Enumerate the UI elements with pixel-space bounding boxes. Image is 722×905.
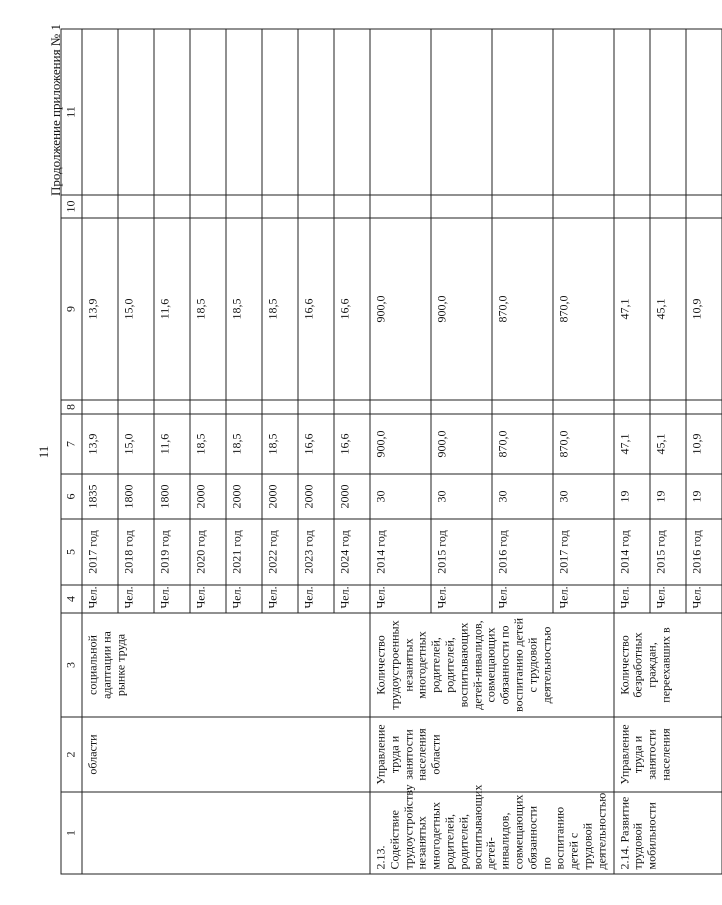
cell-col-8 — [154, 400, 190, 414]
cell-col-10 — [686, 195, 722, 218]
cell-col-5: 2019 год — [154, 519, 190, 585]
cell-col-10 — [298, 195, 334, 218]
cell-col-10 — [553, 195, 614, 218]
cell-col-8 — [118, 400, 154, 414]
cell-col-5: 2016 год — [492, 519, 553, 585]
cell-col-8 — [334, 400, 370, 414]
cell-col-4: Чел. — [650, 585, 686, 613]
cell-col-5: 2023 год — [298, 519, 334, 585]
header-row — [61, 29, 82, 874]
table-row — [82, 29, 118, 874]
page-number: 11 — [36, 445, 51, 459]
cell-col-4: Чел. — [226, 585, 262, 613]
cell-col-10 — [492, 195, 553, 218]
appendix-table — [61, 29, 722, 875]
cell-col-8 — [226, 400, 262, 414]
cell-col-9: 45,1 — [650, 218, 686, 400]
cell-col-7: 11,6 — [154, 414, 190, 474]
cell-col-10 — [650, 195, 686, 218]
cell-col-11 — [190, 29, 226, 195]
cell-col-11 — [226, 29, 262, 195]
cell-col-5: 2016 год — [686, 519, 722, 585]
cell-col-5: 2015 год — [650, 519, 686, 585]
cell-col-6: 2000 — [298, 474, 334, 519]
cell-col-4: Чел. — [492, 585, 553, 613]
cell-col-7: 16,6 — [334, 414, 370, 474]
cell-col-11 — [492, 29, 553, 195]
cell-col-7: 870,0 — [553, 414, 614, 474]
cell-col-6: 2000 — [226, 474, 262, 519]
cell-col-9: 47,1 — [614, 218, 650, 400]
cell-col-5: 2017 год — [82, 519, 118, 585]
cell-col-10 — [431, 195, 492, 218]
cell-col-4: Чел. — [614, 585, 650, 613]
cell-col-10 — [154, 195, 190, 218]
column-header-11: 11 — [61, 29, 82, 195]
block2-col3: Количество трудоустроенных незанятых многодетных родителей, родителей, воспитывающих детей-инвалидов, совмещающих обязанности по воспитанию детей с трудовой деятельностью — [370, 613, 614, 717]
cell-col-11 — [686, 29, 722, 195]
cell-col-4: Чел. — [334, 585, 370, 613]
cell-col-9: 18,5 — [262, 218, 298, 400]
cell-col-10 — [262, 195, 298, 218]
table-row — [614, 29, 650, 874]
cell-col-7: 47,1 — [614, 414, 650, 474]
block3-col3: Количество безработных граждан, переехавших в — [614, 613, 722, 717]
cell-col-4: Чел. — [154, 585, 190, 613]
block1-col2: области — [82, 717, 370, 792]
cell-col-7: 18,5 — [226, 414, 262, 474]
table-row — [370, 29, 431, 874]
cell-col-6: 1835 — [82, 474, 118, 519]
cell-col-11 — [82, 29, 118, 195]
cell-col-9: 18,5 — [226, 218, 262, 400]
rotated-table-wrapper — [61, 30, 704, 875]
cell-col-9: 16,6 — [334, 218, 370, 400]
column-header-5: 5 — [61, 519, 82, 585]
cell-col-6: 30 — [431, 474, 492, 519]
column-header-4: 4 — [61, 585, 82, 613]
cell-col-9: 900,0 — [370, 218, 431, 400]
column-header-9: 9 — [61, 218, 82, 400]
cell-col-7: 16,6 — [298, 414, 334, 474]
cell-col-5: 2018 год — [118, 519, 154, 585]
cell-col-7: 45,1 — [650, 414, 686, 474]
cell-col-8 — [431, 400, 492, 414]
cell-col-6: 19 — [650, 474, 686, 519]
cell-col-8 — [262, 400, 298, 414]
cell-col-11 — [118, 29, 154, 195]
block3-col1: 2.14. Развитие трудовой мобильности — [614, 792, 722, 874]
cell-col-5: 2014 год — [370, 519, 431, 585]
cell-col-8 — [370, 400, 431, 414]
cell-col-9: 18,5 — [190, 218, 226, 400]
column-header-10: 10 — [61, 195, 82, 218]
cell-col-8 — [82, 400, 118, 414]
cell-col-11 — [553, 29, 614, 195]
cell-col-4: Чел. — [431, 585, 492, 613]
cell-col-11 — [431, 29, 492, 195]
cell-col-6: 2000 — [190, 474, 226, 519]
column-header-8: 8 — [61, 400, 82, 414]
column-header-1: 1 — [61, 792, 82, 874]
cell-col-9: 900,0 — [431, 218, 492, 400]
column-header-6: 6 — [61, 474, 82, 519]
cell-col-7: 18,5 — [190, 414, 226, 474]
cell-col-4: Чел. — [298, 585, 334, 613]
cell-col-11 — [614, 29, 650, 195]
cell-col-10 — [118, 195, 154, 218]
block2-col1: 2.13. Содействие трудоустройству незанятых многодетных родителей, родителей, воспитывающих детей-инвалидов, совмещающих обязанности по воспитанию детей с трудовой деятельностью — [370, 792, 614, 874]
cell-col-4: Чел. — [118, 585, 154, 613]
block2-col2: Управление труда и занятости населения области — [370, 717, 614, 792]
cell-col-8 — [614, 400, 650, 414]
cell-col-11 — [370, 29, 431, 195]
cell-col-6: 30 — [492, 474, 553, 519]
cell-col-10 — [370, 195, 431, 218]
cell-col-11 — [650, 29, 686, 195]
cell-col-6: 30 — [370, 474, 431, 519]
cell-col-11 — [298, 29, 334, 195]
cell-col-5: 2015 год — [431, 519, 492, 585]
block3-col2: Управление труда и занятости населения — [614, 717, 722, 792]
cell-col-9: 16,6 — [298, 218, 334, 400]
cell-col-10 — [226, 195, 262, 218]
column-header-2: 2 — [61, 717, 82, 792]
cell-col-9: 870,0 — [553, 218, 614, 400]
cell-col-9: 13,9 — [82, 218, 118, 400]
cell-col-7: 900,0 — [431, 414, 492, 474]
cell-col-11 — [262, 29, 298, 195]
cell-col-5: 2017 год — [553, 519, 614, 585]
column-header-7: 7 — [61, 414, 82, 474]
cell-col-5: 2020 год — [190, 519, 226, 585]
cell-col-5: 2021 год — [226, 519, 262, 585]
cell-col-9: 10,9 — [686, 218, 722, 400]
cell-col-6: 2000 — [334, 474, 370, 519]
cell-col-10 — [614, 195, 650, 218]
cell-col-10 — [334, 195, 370, 218]
cell-col-8 — [553, 400, 614, 414]
cell-col-9: 870,0 — [492, 218, 553, 400]
cell-col-8 — [190, 400, 226, 414]
cell-col-5: 2024 год — [334, 519, 370, 585]
cell-col-10 — [82, 195, 118, 218]
cell-col-4: Чел. — [82, 585, 118, 613]
cell-col-5: 2014 год — [614, 519, 650, 585]
cell-col-6: 19 — [614, 474, 650, 519]
cell-col-4: Чел. — [262, 585, 298, 613]
cell-col-8 — [492, 400, 553, 414]
cell-col-10 — [190, 195, 226, 218]
cell-col-4: Чел. — [553, 585, 614, 613]
cell-col-7: 13,9 — [82, 414, 118, 474]
block1-col1 — [82, 792, 370, 874]
cell-col-6: 2000 — [262, 474, 298, 519]
cell-col-9: 11,6 — [154, 218, 190, 400]
cell-col-11 — [154, 29, 190, 195]
cell-col-6: 1800 — [154, 474, 190, 519]
cell-col-6: 1800 — [118, 474, 154, 519]
cell-col-9: 15,0 — [118, 218, 154, 400]
cell-col-6: 30 — [553, 474, 614, 519]
appendix-continuation: Продолжение приложения № 1 — [48, 24, 63, 196]
cell-col-8 — [650, 400, 686, 414]
cell-col-11 — [334, 29, 370, 195]
cell-col-7: 15,0 — [118, 414, 154, 474]
cell-col-5: 2022 год — [262, 519, 298, 585]
cell-col-7: 870,0 — [492, 414, 553, 474]
cell-col-8 — [298, 400, 334, 414]
cell-col-7: 900,0 — [370, 414, 431, 474]
cell-col-8 — [686, 400, 722, 414]
cell-col-4: Чел. — [190, 585, 226, 613]
cell-col-4: Чел. — [686, 585, 722, 613]
cell-col-4: Чел. — [370, 585, 431, 613]
block1-col3: социальной адаптации на рынке труда — [82, 613, 370, 717]
cell-col-6: 19 — [686, 474, 722, 519]
cell-col-7: 10,9 — [686, 414, 722, 474]
column-header-3: 3 — [61, 613, 82, 717]
table-body — [82, 29, 722, 874]
cell-col-7: 18,5 — [262, 414, 298, 474]
